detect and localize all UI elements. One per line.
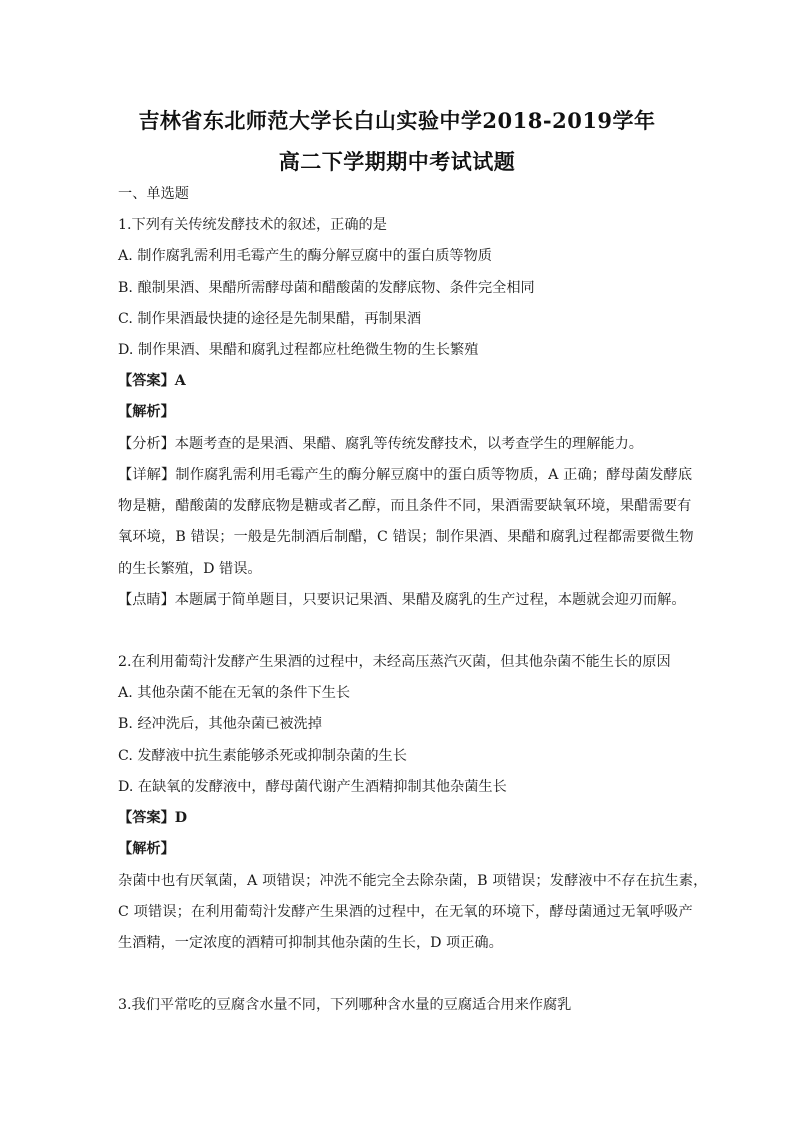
document-title-line-1: 吉林省东北师范大学长白山实验中学2018-2019学年 (138, 108, 656, 133)
question-1-answer: 【答案】A (118, 373, 186, 389)
question-2-explain-line-1: 杂菌中也有厌氧菌，A 项错误；冲洗不能完全去除杂菌，B 项错误；发酵液中不存在抗生素， (118, 873, 708, 889)
question-2-answer: 【答案】D (118, 810, 188, 826)
question-2-explain-line-2: C 项错误；在利用葡萄汁发酵产生果酒的过程中，在无氧的环境下，酵母菌通过无氧呼吸产 (118, 904, 693, 920)
question-1-detail-line-3: 氧环境，B 错误；一般是先制酒后制醋，C 错误；制作果酒、果醋和腐乳过程都需要微生物 (118, 529, 694, 545)
question-2-analysis-heading: 【解析】 (118, 841, 175, 857)
document-title-line-2: 高二下学期期中考试试题 (278, 149, 516, 174)
question-1-dianjing: 【点睛】本题属于简单题目，只要识记果酒、果醋及腐乳的生产过程，本题就会迎刃而解。 (118, 592, 686, 608)
section-heading: 一、单选题 (118, 186, 189, 202)
question-1-stem: 1.下列有关传统发酵技术的叙述，正确的是 (118, 217, 387, 233)
question-1-option-c: C. 制作果酒最快捷的途径是先制果醋，再制果酒 (118, 311, 422, 327)
question-1-analysis-heading: 【解析】 (118, 404, 175, 420)
question-2-stem: 2.在利用葡萄汁发酵产生果酒的过程中，未经高压蒸汽灭菌，但其他杂菌不能生长的原因 (118, 654, 671, 670)
question-1-detail-line-2: 物是糖，醋酸菌的发酵底物是糖或者乙醇，而且条件不同，果酒需要缺氧环境，果醋需要有 (118, 498, 692, 514)
question-2-option-c: C. 发酵液中抗生素能够杀死或抑制杂菌的生长 (118, 748, 407, 764)
question-3-stem: 3.我们平常吃的豆腐含水量不同，下列哪种含水量的豆腐适合用来作腐乳 (118, 997, 572, 1013)
question-1-detail-line-1: 【详解】制作腐乳需利用毛霉产生的酶分解豆腐中的蛋白质等物质，A 正确；酵母菌发酵底 (118, 467, 693, 483)
question-1-fenxi: 【分析】本题考查的是果酒、果醋、腐乳等传统发酵技术，以考查学生的理解能力。 (118, 436, 643, 452)
question-2-option-b: B. 经冲洗后，其他杂菌已被洗掉 (118, 716, 322, 732)
question-2-option-a: A. 其他杂菌不能在无氧的条件下生长 (118, 685, 351, 701)
question-2-option-d: D. 在缺氧的发酵液中，酵母菌代谢产生酒精抑制其他杂菌生长 (118, 779, 507, 795)
question-1-option-b: B. 酿制果酒、果醋所需酵母菌和醋酸菌的发酵底物、条件完全相同 (118, 280, 535, 296)
question-1-detail-line-4: 的生长繁殖，D 错误。 (118, 561, 262, 577)
question-1-option-a: A. 制作腐乳需利用毛霉产生的酶分解豆腐中的蛋白质等物质 (118, 248, 492, 264)
question-1-option-d: D. 制作果酒、果醋和腐乳过程都应杜绝微生物的生长繁殖 (118, 342, 479, 358)
question-2-explain-line-3: 生酒精，一定浓度的酒精可抑制其他杂菌的生长，D 项正确。 (118, 935, 503, 951)
